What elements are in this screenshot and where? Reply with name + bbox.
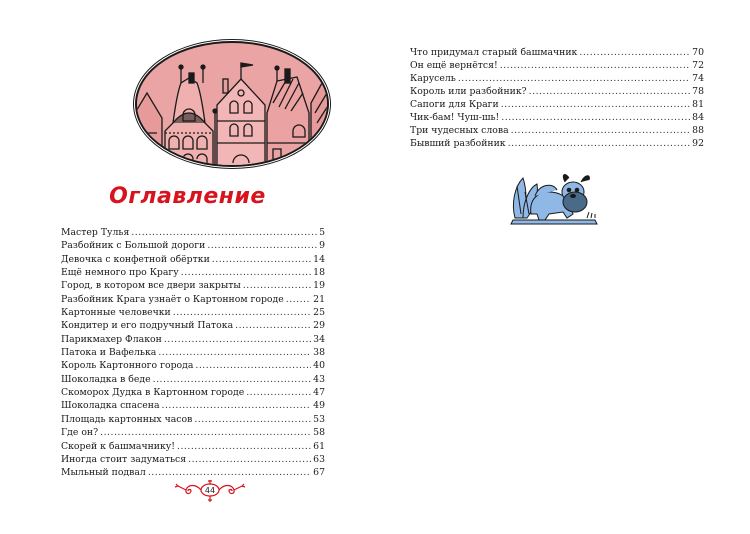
dot-leader [508, 137, 691, 150]
toc-entry-page: 81 [692, 99, 704, 110]
toc-entry[interactable] [61, 306, 325, 319]
toc-entry[interactable] [61, 373, 325, 386]
toc-entry-page: 49 [313, 400, 325, 412]
toc-entry-page: 43 [313, 373, 325, 385]
dot-leader [188, 453, 311, 466]
toc-entry-title: Мастер Тулья [61, 227, 130, 238]
toc-entry[interactable] [61, 293, 325, 306]
toc-entry-title: Он ещё вернётся! [410, 60, 498, 71]
toc-entry-title: Иногда стоит задуматься [61, 453, 187, 465]
toc-entry-page: 14 [313, 253, 325, 265]
toc-entry-title: Парикмахер Флакон [61, 333, 162, 345]
dot-leader [286, 293, 311, 306]
toc-entry-page: 88 [692, 125, 704, 136]
toc-entry-title: Скоморох Дудка в Картонном городе [61, 387, 245, 399]
toc-entry-title: Чик-бам! Чуш-шь! [410, 112, 500, 123]
toc-entry-page: 25 [313, 307, 325, 319]
toc-entry-page: 72 [692, 60, 704, 71]
dot-leader [511, 124, 691, 137]
toc-entry[interactable] [61, 386, 325, 399]
dot-leader [235, 319, 311, 332]
town-houses-icon [137, 43, 327, 165]
toc-entry-title: Что придумал старый башмачник [410, 47, 578, 58]
toc-entry[interactable] [61, 359, 325, 372]
dot-leader [164, 333, 311, 346]
toc-entry[interactable] [61, 226, 325, 239]
right-page [375, 0, 750, 534]
toc-title: Оглавление [109, 184, 266, 209]
page-number-ornament [170, 478, 250, 508]
toc-entry[interactable] [410, 98, 704, 111]
toc-entry-page: 9 [319, 240, 325, 252]
toc-entry-title: Шоколадка в беде [61, 373, 151, 385]
toc-entry-title: Мыльный подвал [61, 467, 146, 479]
page-number: 44 [204, 486, 216, 495]
toc-entry-title: Скорей к башмачнику! [61, 440, 176, 452]
toc-entry[interactable] [410, 85, 704, 98]
toc-entry-page: 21 [313, 293, 325, 305]
toc-entry[interactable] [61, 239, 325, 252]
toc-entry[interactable] [61, 453, 325, 466]
dot-leader [195, 359, 311, 372]
toc-entry[interactable] [410, 46, 704, 59]
toc-entry[interactable] [61, 440, 325, 453]
toc-entry[interactable] [61, 399, 325, 412]
toc-entry-page: 18 [313, 267, 325, 279]
toc-entry-title: Сапоги для Краги [410, 99, 499, 110]
toc-entry[interactable] [61, 266, 325, 279]
toc-list-right [410, 46, 704, 150]
toc-entry-page: 38 [313, 347, 325, 359]
toc-entry-title: Ещё немного про Крагу [61, 267, 179, 279]
toc-entry[interactable] [61, 413, 325, 426]
toc-entry[interactable] [410, 124, 704, 137]
dot-leader [500, 59, 690, 72]
toc-entry-title: Три чудесных слова [410, 125, 509, 136]
toc-entry-title: Бывший разбойник [410, 138, 506, 149]
toc-entry[interactable] [61, 279, 325, 292]
toc-list-left [61, 226, 325, 480]
toc-entry-page: 53 [313, 413, 325, 425]
toc-entry-title: Карусель [410, 73, 456, 84]
toc-entry[interactable] [410, 59, 704, 72]
toc-entry-page: 47 [313, 387, 325, 399]
toc-entry-title: Король Картонного города [61, 360, 194, 372]
toc-entry[interactable] [61, 253, 325, 266]
dot-leader [501, 111, 690, 124]
toc-entry-page: 84 [692, 112, 704, 123]
toc-entry-title: Площадь картонных часов [61, 413, 193, 425]
toc-entry-page: 67 [313, 467, 325, 479]
toc-entry-title: Город, в котором все двери закрыты [61, 280, 241, 292]
toc-entry-title: Шоколадка спасена [61, 400, 160, 412]
dot-leader [207, 239, 317, 252]
toc-entry[interactable] [61, 333, 325, 346]
toc-entry-title: Картонные человечки [61, 307, 171, 319]
toc-entry-page: 70 [692, 47, 704, 58]
dot-leader [529, 85, 690, 98]
toc-entry-page: 5 [319, 227, 325, 238]
dog-illustration [509, 168, 601, 226]
toc-entry-title: Кондитер и его подручный Патока [61, 320, 234, 332]
toc-entry-page: 74 [692, 73, 704, 84]
toc-entry[interactable] [410, 137, 704, 150]
dot-leader [501, 98, 690, 111]
town-houses-illustration [135, 41, 329, 167]
toc-entry-title: Разбойник с Большой дороги [61, 240, 206, 252]
toc-entry-title: Разбойник Крага узнаёт о Картонном городе [61, 293, 284, 305]
toc-entry-title: Где он? [61, 427, 99, 439]
toc-entry-title: Король или разбойник? [410, 86, 527, 97]
dot-leader [162, 399, 312, 412]
dot-leader [246, 386, 311, 399]
dot-leader [212, 253, 311, 266]
toc-entry[interactable] [410, 72, 704, 85]
toc-entry-title: Патока и Вафелька [61, 347, 157, 359]
toc-entry-page: 29 [313, 320, 325, 332]
dot-leader [177, 440, 311, 453]
toc-entry-page: 78 [692, 86, 704, 97]
toc-entry-page: 61 [313, 440, 325, 452]
toc-entry-title: Девочка с конфетной обёртки [61, 253, 210, 265]
dot-leader [579, 46, 690, 59]
toc-entry-page: 92 [692, 138, 704, 149]
shaggy-dog-icon [509, 168, 601, 226]
toc-entry-page: 34 [313, 333, 325, 345]
dot-leader [458, 72, 690, 85]
dot-leader [181, 266, 311, 279]
dot-leader [153, 373, 312, 386]
toc-entry[interactable] [61, 426, 325, 439]
dot-leader [173, 306, 311, 319]
dot-leader [131, 226, 317, 239]
dot-leader [243, 279, 311, 292]
dot-leader [100, 426, 311, 439]
toc-entry-page: 58 [313, 427, 325, 439]
toc-entry-page: 63 [313, 453, 325, 465]
toc-entry-page: 19 [313, 280, 325, 292]
toc-entry[interactable] [61, 319, 325, 332]
toc-entry[interactable] [410, 111, 704, 124]
dot-leader [158, 346, 311, 359]
dot-leader [194, 413, 311, 426]
toc-entry-page: 40 [313, 360, 325, 372]
toc-entry[interactable] [61, 346, 325, 359]
